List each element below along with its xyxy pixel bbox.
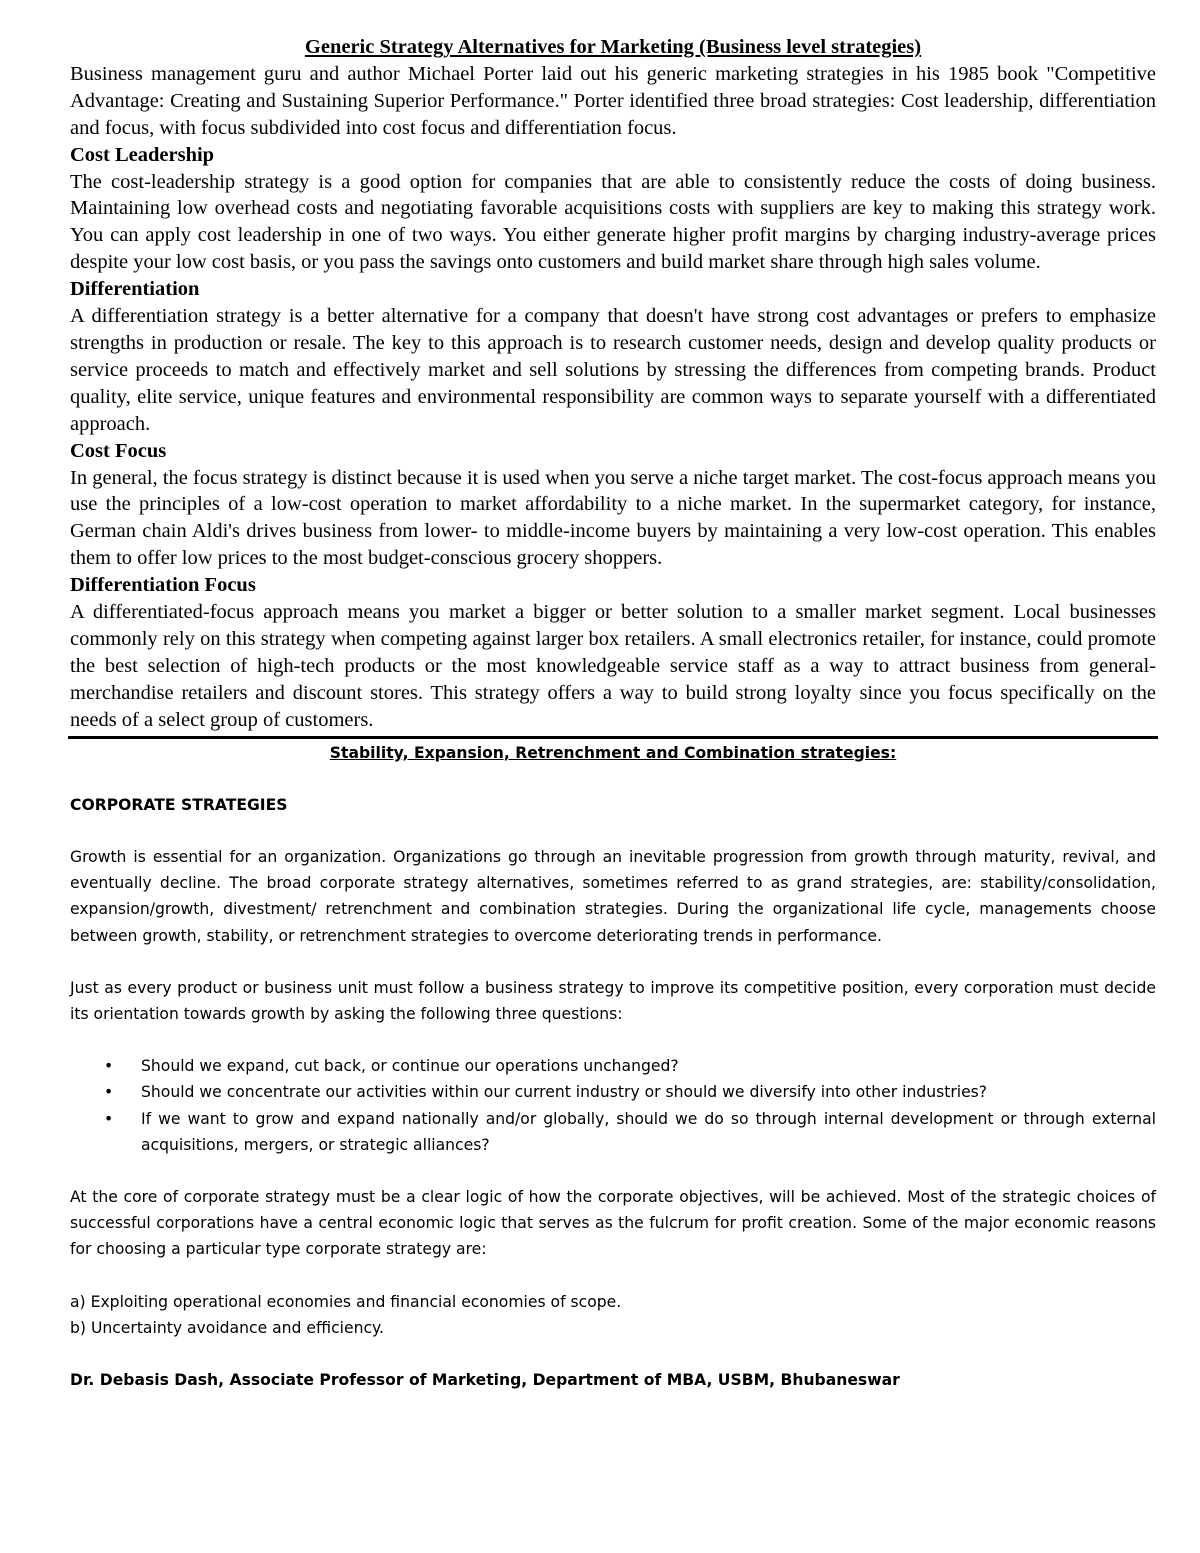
questions-list [70, 1053, 1156, 1158]
section-heading-differentiation-focus: Differentiation Focus [70, 574, 256, 597]
section-body-differentiation-focus: A differentiated-focus approach means you market a bigger or better solution to a smaller market segment. Local businesses commonly rely on this strategy when competing against larger box retailers. A small electronics retailer, for instance, could promote the best selection of high-tech products or the most knowledgeable service staff as a way to attract business from general-merchandise retailers and discount stores. This strategy offers a way to build strong loyalty since you focus specifically on the needs of a select group of customers. [70, 601, 1156, 731]
list-item [70, 1053, 1156, 1079]
section-divider [68, 736, 1158, 739]
section-body-cost-focus: In general, the focus strategy is distinct because it is used when you serve a niche target market. The cost-focus approach means you use the principles of a low-cost operation to market affordability to a niche market. In the supermarket category, for instance, German chain Aldi's drives business from lower- to middle-income buyers by maintaining a very low-cost operation. This enables them to offer low prices to the most budget-conscious grocery shoppers. [70, 466, 1156, 570]
reason-item: b) Uncertainty avoidance and efficiency. [70, 1318, 384, 1337]
section-body-differentiation: A differentiation strategy is a better alternative for a company that doesn't have strong cost advantages or prefers to emphasize strengths in production or resale. The key to this approach is to research customer needs, design and develop quality products or service proceeds to match and effectively market and sell solutions by stressing the differences from competing brands. Product quality, elite service, unique features and environmental responsibility are common ways to separate yourself with a differentiated approach. [70, 305, 1156, 435]
section-body-cost-leadership: The cost-leadership strategy is a good option for companies that are able to consistently reduce the costs of doing business. Maintaining low overhead costs and negotiating favorable acquisitions costs with suppliers are key to making this strategy work. You can apply cost leadership in one of two ways. You either generate higher profit margins by charging industry-average prices despite your low cost basis, or you pass the savings onto customers and build market share through high sales volume. [70, 170, 1156, 274]
list-item-text: If we want to grow and expand nationally and/or globally, should we do so through internal development or through external acquisitions, mergers, or strategic alliances? [141, 1109, 1156, 1154]
section-heading-cost-leadership: Cost Leadership [70, 143, 215, 166]
corporate-subtitle: Stability, Expansion, Retrenchment and Combination strategies: [329, 743, 897, 762]
corporate-strategies-section [70, 740, 1156, 1394]
bullet-icon: • [104, 1083, 114, 1102]
page-title: Generic Strategy Alternatives for Marketing (Business level strategies) [304, 36, 922, 58]
bullet-icon: • [104, 1109, 114, 1128]
section-heading-differentiation: Differentiation [70, 278, 200, 301]
intro-paragraph: Business management guru and author Michael Porter laid out his generic marketing strategies in his 1985 book "Competitive Advantage: Creating and Sustaining Superior Performance." Porter identified three broad strategies: Cost leadership, differentiation and focus, with focus subdivided into cost focus and differentiation focus. [70, 62, 1156, 139]
author-credit: Dr. Debasis Dash, Associate Professor of Marketing, Department of MBA, USBM, Bhubaneswar [70, 1371, 900, 1390]
corporate-heading: CORPORATE STRATEGIES [70, 795, 288, 814]
reason-item: a) Exploiting operational economies and financial economies of scope. [70, 1292, 622, 1311]
growth-paragraph: Growth is essential for an organization. Organizations go through an inevitable progression from growth through maturity, revival, and eventually decline. The broad corporate strategy alternatives, sometimes referred to as grand strategies, are: stability/consolidation, expansion/growth, divestment/ retrenchment and combination strategies. During the organizational life cycle, managements choose between growth, stability, or retrenchment strategies to overcome deteriorating trends in performance. [70, 847, 1156, 945]
bullet-icon: • [104, 1057, 114, 1076]
questions-intro-paragraph: Just as every product or business unit must follow a business strategy to improve its competitive position, every corporation must decide its orientation towards growth by asking the following three questions: [70, 978, 1156, 1023]
list-item [70, 1106, 1156, 1158]
economic-logic-paragraph: At the core of corporate strategy must be a clear logic of how the corporate objectives, will be achieved. Most of the strategic choices of successful corporations have a central economic logic that serves as the fulcrum for profit creation. Some of the major economic reasons for choosing a particular type corporate strategy are: [70, 1188, 1156, 1259]
list-item-text: Should we expand, cut back, or continue our operations unchanged? [141, 1057, 679, 1076]
document-page [70, 34, 1156, 1393]
list-item-text: Should we concentrate our activities within our current industry or should we diversify into other industries? [141, 1083, 988, 1102]
section-heading-cost-focus: Cost Focus [70, 439, 167, 462]
list-item [70, 1079, 1156, 1105]
business-strategies-section [70, 34, 1156, 734]
